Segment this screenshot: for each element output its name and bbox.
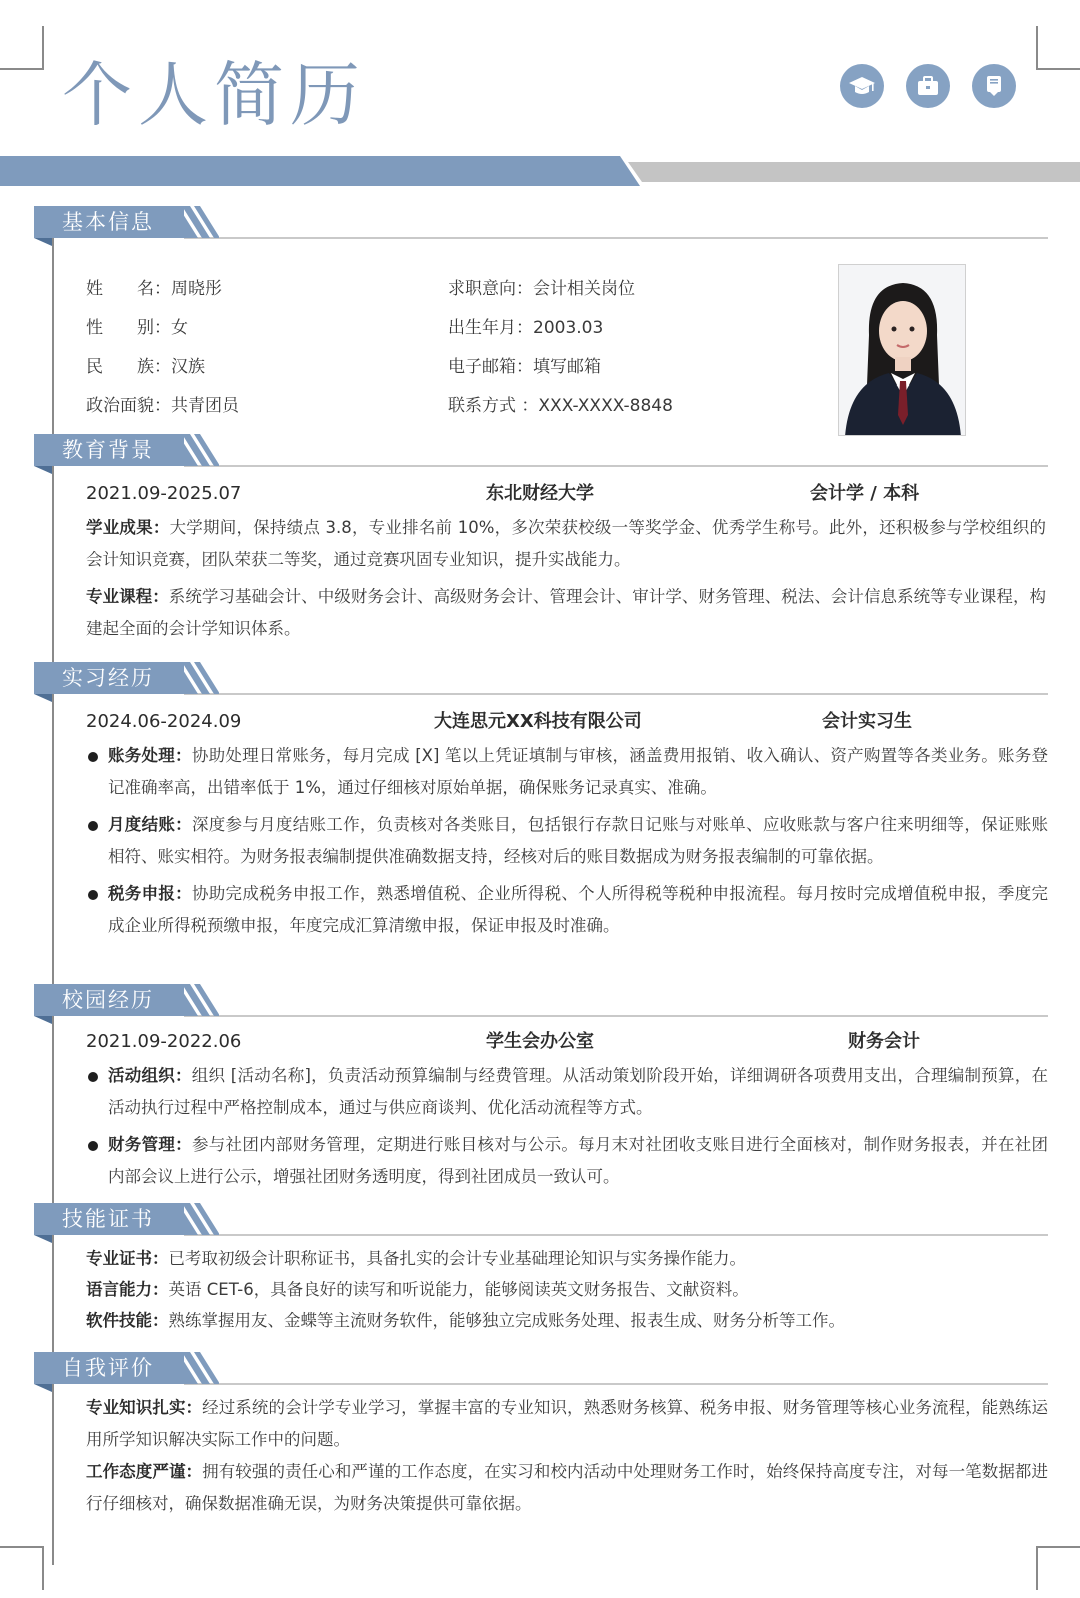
info-gender: 性 别：女 (86, 318, 188, 338)
internship-period: 2024.06-2024.09 (86, 711, 242, 732)
section-title: 校园经历 (62, 988, 154, 1012)
info-job-intention: 求职意向：会计相关岗位 (448, 279, 635, 299)
section-rule (184, 1383, 1048, 1385)
campus-role: 财务会计 (848, 1031, 920, 1052)
self-eval-item: 专业知识扎实：经过系统的会计学专业学习，掌握丰富的专业知识，熟悉财务核算、税务申报、财务管理等核心业务流程，能熟练运用所学知识解决实际工作中的问题。 (86, 1398, 1049, 1449)
self-eval-item: 工作态度严谨：拥有较强的责任心和严谨的工作态度，在实习和校内活动中处理财务工作时，始终保持高度专注，对每一笔数据都进行仔细核对，确保数据准确无误，为财务决策提供可靠依据。 (86, 1462, 1049, 1513)
education-header-row (86, 478, 1046, 510)
skill-item: 语言能力：英语 CET-6，具备良好的读写和听说能力，能够阅读英文财务报告、文献资料。 (86, 1280, 749, 1299)
section-title: 实习经历 (62, 666, 154, 690)
internship-item: 月度结账：深度参与月度结账工作，负责核对各类账目，包括银行存款日记账与对账单、应收账款与客户往来明细等，保证账账相符、账实相符。为财务报表编制提供准确数据支持，经核对后的账目数据成为财务报表编制的可靠依据。 (86, 809, 1048, 873)
section-header (34, 434, 1048, 470)
campus-item: 财务管理：参与社团内部财务管理，定期进行账目核对与公示。每月末对社团收支账目进行全面核对，制作财务报表，并在社团内部会议上进行公示，增强社团财务透明度，得到社团成员一致认可。 (86, 1129, 1048, 1193)
education-major: 会计学 / 本科 (810, 483, 920, 504)
internship-role: 会计实习生 (822, 711, 912, 732)
section-tab (34, 984, 184, 1016)
internship-header-row (86, 706, 1048, 738)
section-tab (34, 1352, 184, 1384)
section-rule (184, 693, 1048, 695)
campus-period: 2021.09-2022.06 (86, 1031, 242, 1052)
section-header (34, 1352, 1048, 1388)
section-tab (34, 1203, 184, 1235)
section-title: 自我评价 (62, 1356, 154, 1380)
info-political-status: 政治面貌：共青团员 (86, 396, 239, 416)
section-header (34, 1203, 1048, 1239)
briefcase-icon (906, 64, 950, 108)
info-name: 姓 名：周晓彤 (86, 279, 222, 299)
section-education (34, 434, 1048, 638)
section-skills (34, 1203, 1048, 1330)
section-title: 教育背景 (62, 438, 154, 462)
info-birth: 出生年月：2003.03 (448, 318, 604, 338)
section-rule (184, 1234, 1048, 1236)
section-rule (184, 1015, 1048, 1017)
corner-mark-top-right (1036, 26, 1080, 70)
skill-item: 软件技能：熟练掌握用友、金蝶等主流财务软件，能够独立完成账务处理、报表生成、财务分析等工作。 (86, 1311, 845, 1330)
info-phone: 联系方式 ：XXX-XXXX-8848 (448, 396, 673, 416)
corner-mark-bottom-left (0, 1546, 44, 1590)
section-tab (34, 662, 184, 694)
section-campus (34, 984, 1049, 1186)
profile-photo (838, 264, 966, 436)
section-self-evaluation (34, 1352, 1049, 1513)
campus-header-row (86, 1026, 1048, 1058)
section-internship (34, 662, 1049, 935)
section-fold (34, 1235, 52, 1243)
section-tab (34, 434, 184, 466)
section-tab (34, 206, 184, 238)
campus-org: 学生会办公室 (486, 1031, 594, 1052)
education-courses: 专业课程：系统学习基础会计、中级财务会计、高级财务会计、管理会计、审计学、财务管理、税法、会计信息系统等专业课程，构建起全面的会计学知识体系。 (86, 587, 1047, 638)
page-title: 个人简历 (62, 54, 366, 136)
internship-item: 税务申报：协助完成税务申报工作，熟悉增值税、企业所得税、个人所得税等税种申报流程。每月按时完成增值税申报，季度完成企业所得税预缴申报，年度完成汇算清缴申报，保证申报及时准确。 (86, 878, 1048, 942)
info-ethnicity: 民 族：汉族 (86, 357, 205, 377)
section-title: 基本信息 (62, 210, 154, 234)
certificate-icon (972, 64, 1016, 108)
info-email: 电子邮箱：填写邮箱 (448, 357, 601, 377)
section-title: 技能证书 (62, 1207, 154, 1231)
internship-company: 大连思元XX科技有限公司 (434, 711, 642, 732)
section-basic-info (34, 206, 1048, 242)
header-icons (840, 64, 1016, 108)
section-rule (184, 465, 1048, 467)
section-header (34, 662, 1048, 698)
corner-mark-top-left (0, 26, 44, 70)
campus-item: 活动组织：组织 [活动名称]，负责活动预算编制与经费管理。从活动策划阶段开始，详细调研各项费用支出，合理编制预算，在活动执行过程中严格控制成本，通过与供应商谈判、优化活动流程等方式。 (86, 1060, 1048, 1124)
section-fold (34, 694, 52, 702)
section-fold (34, 1016, 52, 1024)
graduation-cap-icon (840, 64, 884, 108)
section-fold (34, 238, 52, 246)
corner-mark-bottom-right (1036, 1546, 1080, 1590)
section-rule (184, 237, 1048, 239)
skill-item: 专业证书：已考取初级会计职称证书，具备扎实的会计专业基础理论知识与实务操作能力。 (86, 1249, 746, 1268)
section-fold (34, 1384, 52, 1392)
education-achievement: 学业成果：大学期间，保持绩点 3.8，专业排名前 10%，多次荣获校级一等奖学金、优秀学生称号。此外，还积极参与学校组织的会计知识竞赛，团队荣获二等奖，通过竞赛巩固专业知识，提升实战能力。 (86, 518, 1047, 569)
education-period: 2021.09-2025.07 (86, 483, 242, 504)
header-band (0, 156, 1080, 186)
section-fold (34, 466, 52, 474)
education-school: 东北财经大学 (486, 483, 594, 504)
section-header (34, 984, 1048, 1020)
internship-item: 账务处理：协助处理日常账务，每月完成 [X] 笔以上凭证填制与审核，涵盖费用报销、收入确认、资产购置等各类业务。账务登记准确率高，出错率低于 1%，通过仔细核对原始单据，确保账务记录真实、准确。 (86, 740, 1048, 804)
section-header (34, 206, 1048, 242)
